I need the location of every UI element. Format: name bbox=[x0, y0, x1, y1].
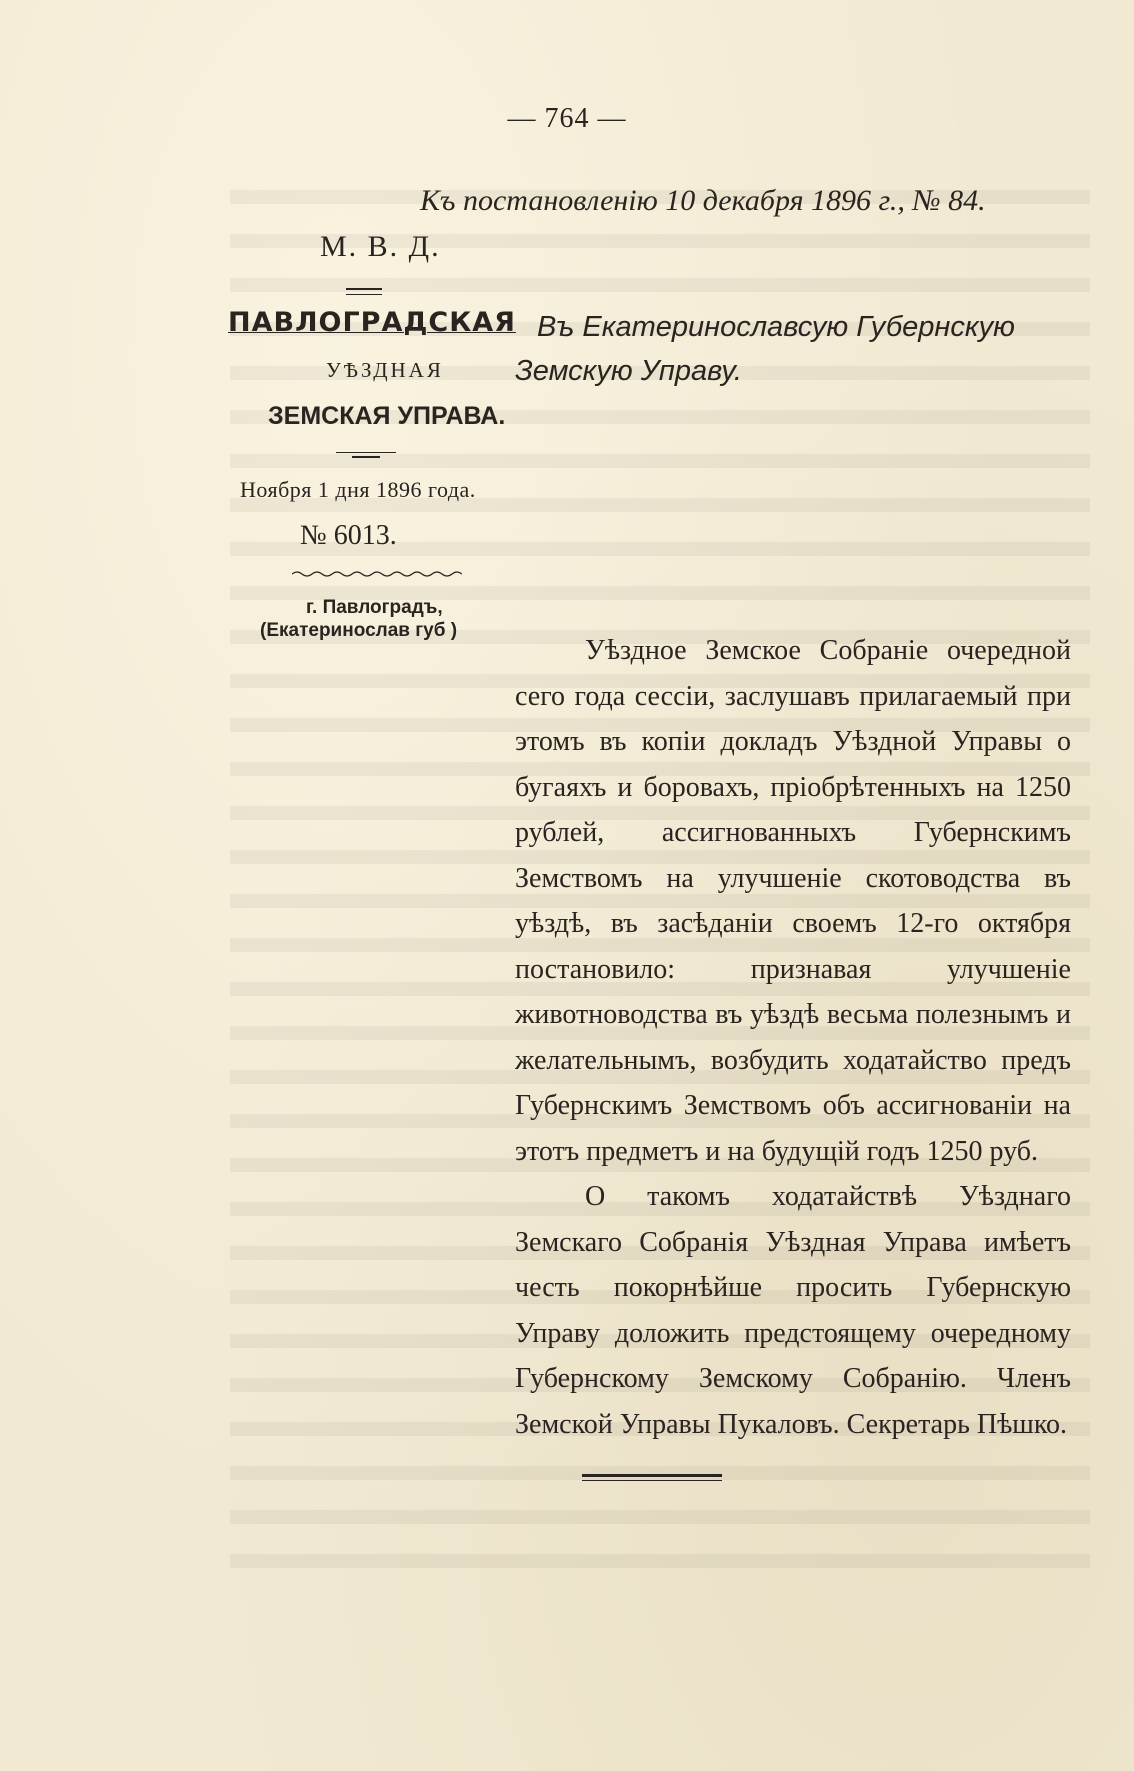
ministry-abbreviation: М. В. Д. bbox=[320, 230, 441, 263]
addressee bbox=[515, 305, 1015, 393]
addressee-line-1: Въ Екатеринославсую Губернскую bbox=[537, 311, 1015, 343]
resolution-reference: Къ постановленію 10 декабря 1896 г., № 84. bbox=[420, 184, 986, 217]
org-divider-center bbox=[352, 456, 380, 458]
body-paragraph-1: Уѣздное Земское Собраніе очередной сего года сессіи, заслушавъ прилагаемый при этомъ въ копіи докладъ Уѣздной Управы о бугаяхъ и боровахъ, пріобрѣтенныхъ на 1250 рублей, ассигнованныхъ Губернскимъ Земствомъ на улучшеніе скотоводства въ уѣздѣ, въ засѣданіи своемъ 12-го октября постановило: признавая улучшеніе животноводства въ уѣздѣ весьма полезнымъ и желательнымъ, возбудить ходатайство предъ Губернскимъ Земствомъ объ ассигнованіи на этотъ предметъ и на будущій годъ 1250 руб. bbox=[515, 635, 1071, 1167]
organization-kind: ЗЕМСКАЯ УПРАВА. bbox=[268, 402, 506, 430]
header-divider bbox=[346, 288, 382, 290]
letter-body bbox=[515, 628, 1071, 1447]
wavy-divider bbox=[292, 570, 462, 578]
addressee-line-2: Земскую Управу. bbox=[515, 355, 742, 387]
organization-type: УѢЗДНАЯ bbox=[326, 358, 444, 382]
document-number: № 6013. bbox=[300, 520, 397, 551]
dispatch-date: Ноября 1 дня 1896 года. bbox=[240, 477, 476, 502]
org-divider bbox=[336, 452, 396, 453]
place-city: г. Павлоградъ, bbox=[306, 597, 443, 618]
page-number: — 764 — bbox=[507, 103, 627, 134]
closing-rule bbox=[582, 1474, 722, 1481]
place-province: (Екатеринослав губ ) bbox=[260, 620, 458, 641]
header-divider-thin bbox=[346, 294, 382, 295]
organization-name: ПАВЛОГРАДСКАЯ bbox=[228, 307, 516, 338]
body-paragraph-2: О такомъ ходатайствѣ Уѣзднаго Земскаго Собранія Уѣздная Управа имѣетъ честь покорнѣйше просить Губернскую Управу доложить предстоящему очередному Губернскому Земскому Собранію. Членъ Земской Управы Пукаловъ. Секретарь Пѣшко. bbox=[515, 1181, 1071, 1440]
